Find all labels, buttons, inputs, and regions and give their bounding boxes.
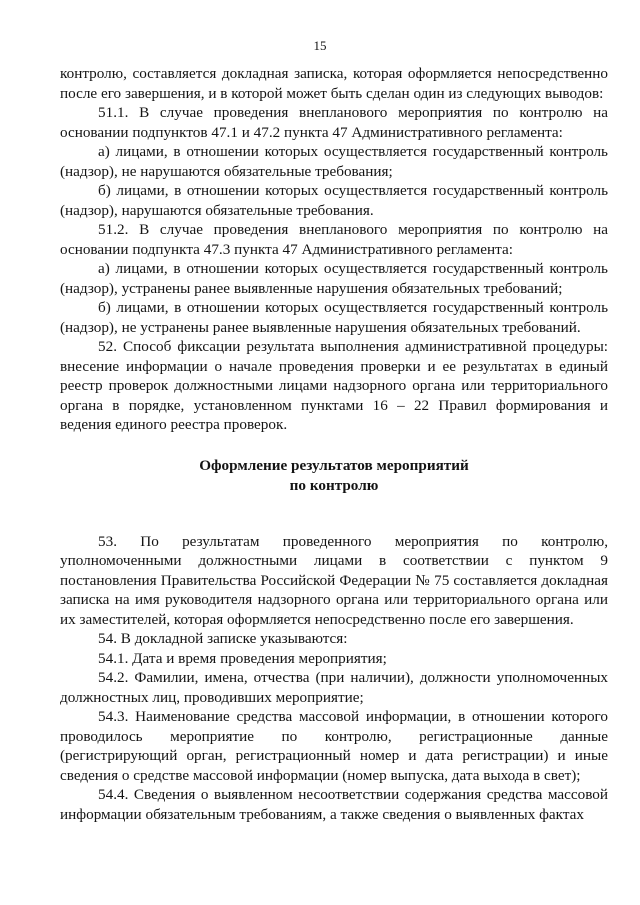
paragraph-52: 52. Способ фиксации результата выполнения административной процедуры: внесение информации о начале проведения проверки и ее результатах в единый реестр проверок должностными лицами надзорного органа или территориального органа в порядке, установленном пунктами 16 – 22 Правил формирования и ведения единого реестра проверок. <box>60 338 608 433</box>
paragraph-continuation: контролю, составляется докладная записка, которая оформляется непосредственно после его завершения, и в которой может быть сделан один из следующих выводов: <box>60 65 608 102</box>
paragraph-51-2-a: а) лицами, в отношении которых осуществляется государственный контроль (надзор), устранены ранее выявленные нарушения обязательных требований; <box>60 260 608 297</box>
section-heading <box>60 456 608 496</box>
paragraph-54-3: 54.3. Наименование средства массовой информации, в отношении которого проводилось мероприятие по контролю, регистрационные данные (регистрирующий орган, регистрационный номер и дата регистрации) и иные сведения о средстве массовой информации (номер выпуска, дата выхода в свет); <box>60 708 608 784</box>
paragraph-51-1-a: а) лицами, в отношении которых осуществляется государственный контроль (надзор), не нарушаются обязательные требования; <box>60 143 608 180</box>
page-number: 15 <box>313 38 327 53</box>
paragraph-54: 54. В докладной записке указываются: <box>98 630 348 647</box>
spacer <box>60 435 608 456</box>
section-heading-line-1: Оформление результатов мероприятий <box>199 456 469 474</box>
paragraph-51-2: 51.2. В случае проведения внепланового мероприятия по контролю на основании подпункта 47.3 пункта 47 Административного регламента: <box>60 221 608 258</box>
paragraph-53: 53. По результатам проведенного мероприятия по контролю, уполномоченными должностными лицами в соответствии с пунктом 9 постановления Правительства Российской Федерации № 75 составляется докладная записка на имя руководителя надзорного органа или территориального органа или их заместителей, которая оформляется непосредственно после его завершения. <box>60 532 608 628</box>
spacer <box>60 496 608 532</box>
document-body <box>60 64 608 824</box>
section-heading-line-2: по контролю <box>289 476 379 494</box>
paragraph-54-4: 54.4. Сведения о выявленном несоответствии содержания средства массовой информации обязательным требованиям, а также сведения о выявленных фактах <box>60 786 608 823</box>
paragraph-51-2-b: б) лицами, в отношении которых осуществляется государственный контроль (надзор), не устранены ранее выявленные нарушения обязательных требований. <box>60 299 608 336</box>
paragraph-51-1: 51.1. В случае проведения внепланового мероприятия по контролю на основании подпунктов 47.1 и 47.2 пункта 47 Административного регламента: <box>60 104 608 141</box>
paragraph-54-1: 54.1. Дата и время проведения мероприятия; <box>98 649 387 667</box>
paragraph-51-1-b: б) лицами, в отношении которых осуществляется государственный контроль (надзор), нарушаются обязательные требования. <box>60 182 608 219</box>
paragraph-54-2: 54.2. Фамилии, имена, отчества (при наличии), должности уполномоченных должностных лиц, проводивших мероприятие; <box>60 669 608 706</box>
